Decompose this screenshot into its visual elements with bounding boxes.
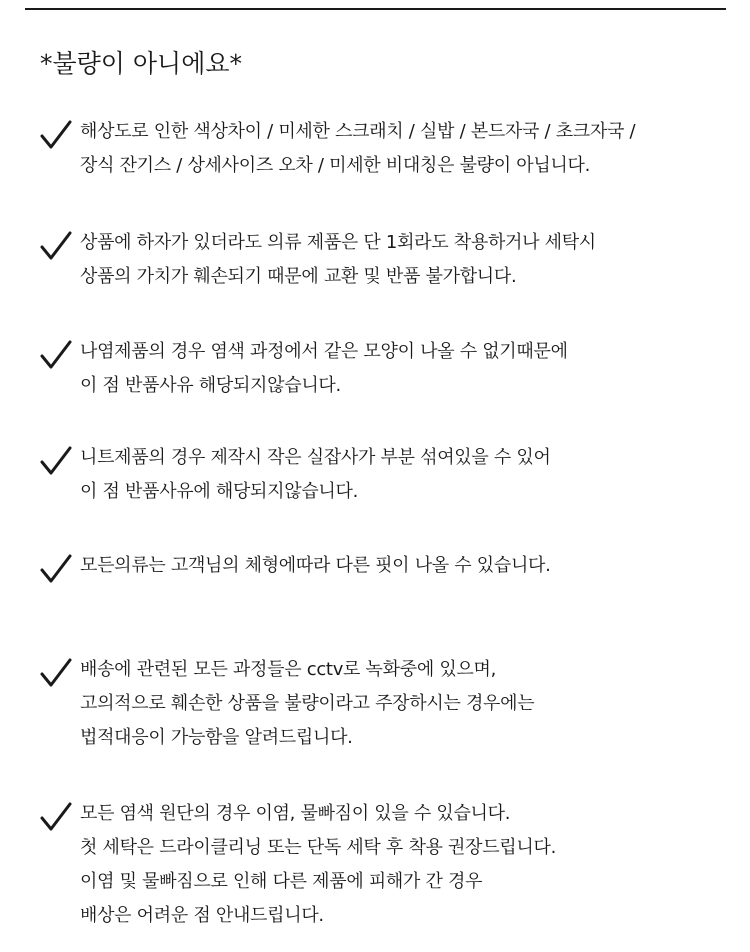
notice-line: 나염제품의 경우 염색 과정에서 같은 모양이 나올 수 없기때문에 xyxy=(80,341,568,362)
notice-line: 니트제품의 경우 제작시 작은 실잡사가 부분 섞여있을 수 있어 xyxy=(80,447,551,468)
notice-text xyxy=(80,335,568,403)
notice-text xyxy=(80,797,556,933)
notice-line: 모든 염색 원단의 경우 이염, 물빠짐이 있을 수 있습니다. xyxy=(80,803,511,824)
notice-line: 법적대응이 가능함을 알려드립니다. xyxy=(80,727,353,748)
notice-line: 첫 세탁은 드라이클리닝 또는 단독 세탁 후 착용 권장드립니다. xyxy=(80,837,556,858)
notice-text xyxy=(80,653,534,755)
checkmark-icon xyxy=(40,120,74,150)
checkmark-icon xyxy=(40,446,74,476)
notice-line: 이 점 반품사유에 해당되지않습니다. xyxy=(80,481,359,502)
notice-heading: *불량이 아니에요* xyxy=(40,49,242,78)
notice-line: 상품의 가치가 훼손되기 때문에 교환 및 반품 불가합니다. xyxy=(80,266,517,287)
notice-line: 해상도로 인한 색상차이 / 미세한 스크래치 / 실밥 / 본드자국 / 초크자국 / xyxy=(80,121,636,142)
checkmark-icon xyxy=(40,340,74,370)
notice-line: 고의적으로 훼손한 상품을 불량이라고 주장하시는 경우에는 xyxy=(80,693,535,714)
checkmark-icon xyxy=(40,231,74,261)
top-divider xyxy=(25,8,726,10)
notice-text xyxy=(80,115,635,183)
notice-line: 배송에 관련된 모든 과정들은 cctv로 녹화중에 있으며, xyxy=(80,659,497,680)
notice-text xyxy=(80,226,596,294)
notice-line: 배상은 어려운 점 안내드립니다. xyxy=(80,905,324,926)
notice-line: 모든의류는 고객님의 체형에따라 다른 핏이 나올 수 있습니다. xyxy=(80,555,551,576)
notice-line: 이염 및 물빠짐으로 인해 다른 제품에 피해가 간 경우 xyxy=(80,871,483,892)
notice-text xyxy=(80,441,551,509)
notice-line: 이 점 반품사유 해당되지않습니다. xyxy=(80,375,341,396)
notice-line: 장식 잔기스 / 상세사이즈 오차 / 미세한 비대칭은 불량이 아닙니다. xyxy=(80,155,591,176)
checkmark-icon xyxy=(40,658,74,688)
checkmark-icon xyxy=(40,554,74,584)
notice-line: 상품에 하자가 있더라도 의류 제품은 단 1회라도 착용하거나 세탁시 xyxy=(80,232,596,253)
checkmark-icon xyxy=(40,802,74,832)
notice-text xyxy=(80,549,551,583)
